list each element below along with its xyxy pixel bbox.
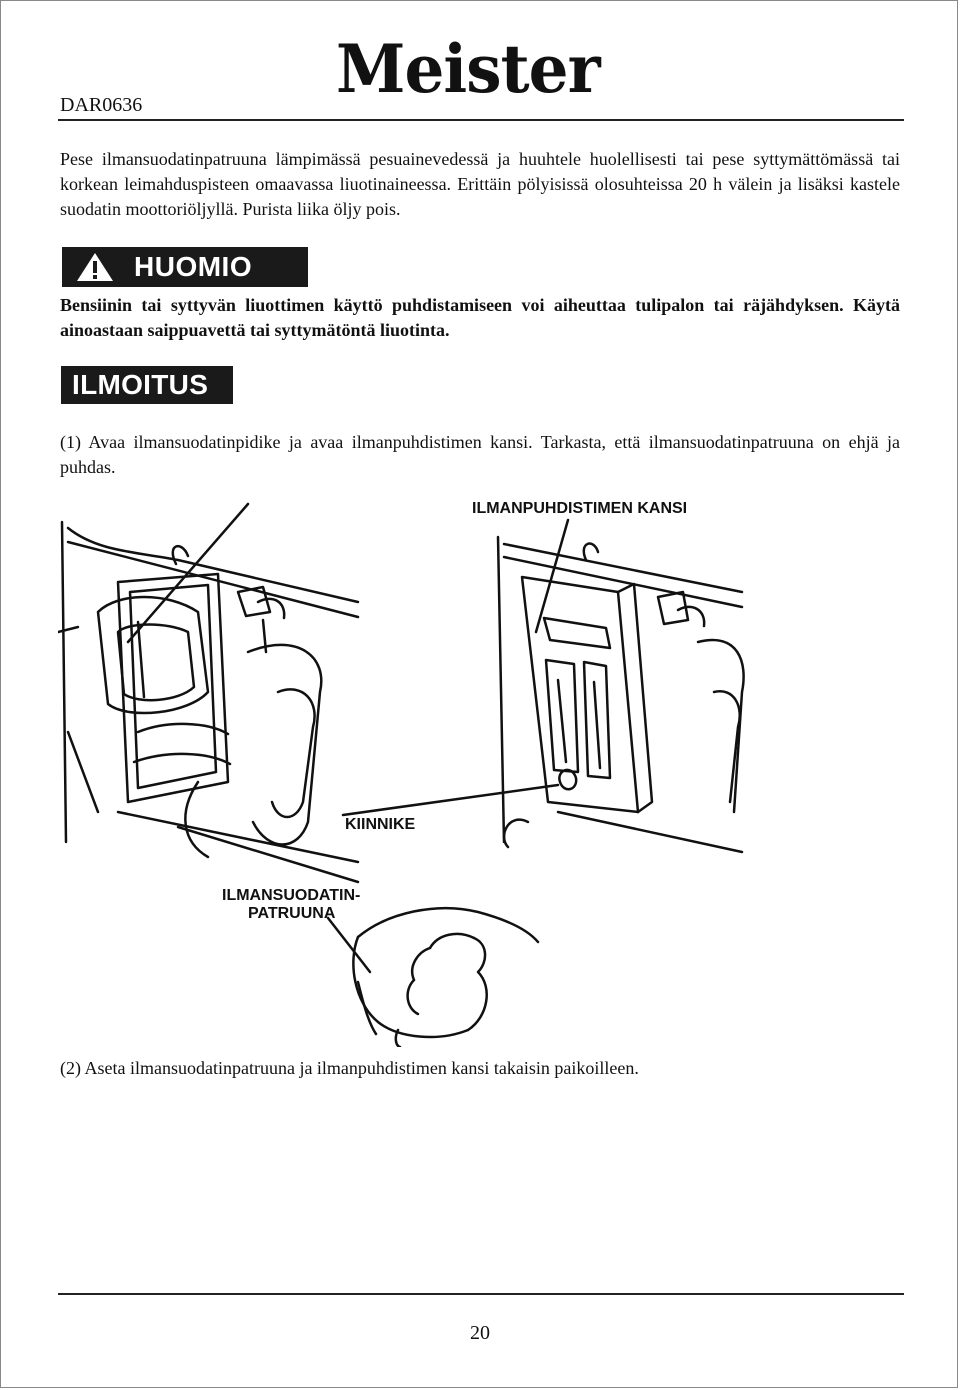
caution-text: Bensiinin tai syttyvän liuottimen käyttö puhdistamiseen voi aiheuttaa tulipalon tai räjähdyksen. Käytä ainoastaan saippuavettä tai syttymätöntä liuotinta. (60, 295, 900, 340)
notice-label: ILMOITUS (72, 369, 209, 400)
right-engine-drawing (498, 537, 744, 852)
caution-label: HUOMIO (134, 251, 253, 282)
label-cartridge-line2: PATRUUNA (248, 905, 336, 922)
label-cartridge-line1: ILMANSUODATIN- (222, 887, 361, 904)
step-2-text: (2) Aseta ilmansuodatinpatruuna ja ilmanpuhdistimen kansi takaisin paikoilleen. (60, 1058, 639, 1078)
leader-line-clip (343, 785, 558, 815)
air-filter-illustration (58, 482, 748, 1047)
hand-cartridge-drawing (353, 908, 538, 1047)
cleaning-paragraph: Pese ilmansuodatinpatruuna lämpimässä pesuainevedessä ja huuhtele huolellisesti tai pese syttymättömässä tai korkean leimahduspisteen omaavassa liuotinaineessa. Erittäin pölyisissä olosuhteissa 20 h välein ja lisäksi kastele suodatin moottoriöljyllä. Purista liika öljy pois. (60, 149, 900, 219)
label-clip: KIINNIKE (345, 816, 416, 833)
page-number: 20 (470, 1322, 490, 1344)
leader-line-cover (536, 520, 568, 632)
notice-badge (61, 366, 233, 404)
header-rule (58, 119, 904, 121)
warning-icon (76, 252, 114, 282)
footer-rule (58, 1293, 904, 1295)
caution-badge (62, 247, 308, 287)
step-1-text: (1) Avaa ilmansuodatinpidike ja avaa ilmanpuhdistimen kansi. Tarkasta, että ilmansuodatinpatruuna on ehjä ja puhdas. (60, 432, 900, 477)
leader-line-cartridge (328, 918, 370, 972)
label-air-cleaner-cover: ILMANPUHDISTIMEN KANSI (472, 500, 688, 517)
brand-logo: Meister (336, 30, 600, 108)
document-code: DAR0636 (60, 94, 143, 116)
left-engine-drawing (58, 522, 358, 882)
